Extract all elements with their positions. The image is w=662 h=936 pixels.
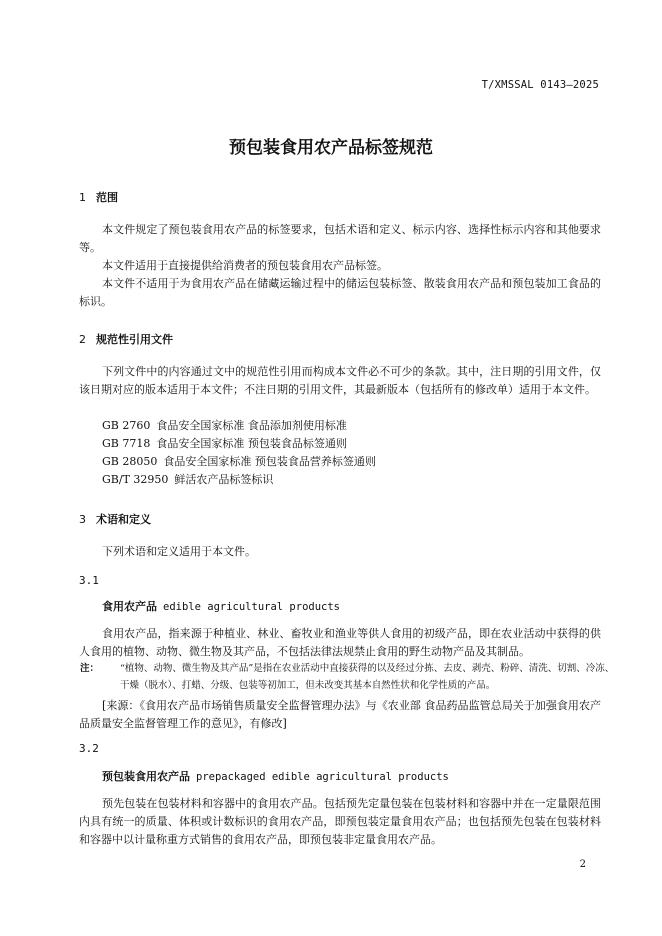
reference-code: GB 2760 xyxy=(102,419,151,432)
reference-code: GB 7718 xyxy=(102,437,151,450)
section-number: 3 xyxy=(79,513,86,526)
clause-number: 3.2 xyxy=(79,742,99,755)
section-number: 1 xyxy=(79,191,86,204)
paragraph: 本文件不适用于为食用农产品在储藏运输过程中的储运包装标签、散装食用农产品和预包装加工食品的标识。 xyxy=(79,277,601,308)
reference-title: 食品安全国家标准 预包装食品标签通则 xyxy=(156,437,347,450)
note-label: 注： xyxy=(80,663,100,674)
paragraph: 下列术语和定义适用于本文件。 xyxy=(102,545,256,558)
section-3-heading xyxy=(79,511,151,527)
section-title: 规范性引用文件 xyxy=(96,333,173,346)
reference-code: GB/T 32950 xyxy=(102,473,169,486)
term-definition: 预先包装在包装材料和容器中的食用农产品。包括预先定量包装在包装材料和容器中并在一定量限范围内具有统一的质量、体积或计数标识的食用农产品，即预包装定量食用农产品；也包括预先包装在包装材料和容器中以计量称重方式销售的食用农产品，即预包装非定量食用农产品。 xyxy=(79,797,601,846)
term-heading xyxy=(102,768,449,784)
clause-number: 3.1 xyxy=(79,574,99,587)
paragraph: 本文件适用于直接提供给消费者的预包装食用农产品标签。 xyxy=(102,259,388,272)
reference-item xyxy=(102,417,347,435)
reference-title: 食品安全国家标准 预包装食品营养标签通则 xyxy=(163,455,376,468)
term-english: prepackaged edible agricultural products xyxy=(196,771,449,783)
section-title: 范围 xyxy=(96,191,118,204)
reference-title: 食品安全国家标准 食品添加剂使用标准 xyxy=(156,419,347,432)
term-english: edible agricultural products xyxy=(163,601,341,613)
term-source: [来源：《食用农产品市场销售质量安全监督管理办法》与《农业部 食品药品监管总局关于加强食用农产品质量安全监督管理工作的意见》，有修改] xyxy=(79,699,601,730)
note-text: “植物、动物、微生物及其产品”是指在农业活动中直接获得的以及经过分拣、去皮、剥壳、粉碎、清洗、切割、冷冻、干燥（脱水）、打蜡、分级、包装等初加工，但未改变其基本自然性状和化学性质的产品。 xyxy=(120,663,615,691)
reference-title: 鲜活农产品标签标识 xyxy=(174,473,274,486)
section-2-heading xyxy=(79,331,173,347)
term-note xyxy=(80,660,620,694)
section-number: 2 xyxy=(79,333,86,346)
reference-item xyxy=(102,471,273,489)
term-definition: 食用农产品，指来源于种植业、林业、畜牧业和渔业等供人食用的初级产品，即在农业活动中获得的供人食用的植物、动物、微生物及其产品，不包括法律法规禁止食用的野生动物产品及其制品。 xyxy=(79,627,601,658)
paragraph: 下列文件中的内容通过文中的规范性引用而构成本文件必不可少的条款。其中，注日期的引用文件，仅该日期对应的版本适用于本文件；不注日期的引用文件，其最新版本（包括所有的修改单）适用于本文件。 xyxy=(79,365,601,396)
reference-item xyxy=(102,453,376,471)
term-chinese: 食用农产品 xyxy=(102,600,157,613)
standard-code: T/XMSSAL 0143—2025 xyxy=(481,79,599,91)
section-1-heading xyxy=(79,189,118,205)
reference-item xyxy=(102,435,347,453)
term-heading xyxy=(102,598,340,614)
document-title: 预包装食用农产品标签规范 xyxy=(229,138,433,158)
page-number: 2 xyxy=(579,859,586,870)
term-chinese: 预包装食用农产品 xyxy=(102,770,190,783)
paragraph: 本文件规定了预包装食用农产品的标签要求，包括术语和定义、标示内容、选择性标示内容和其他要求等。 xyxy=(79,223,601,254)
reference-code: GB 28050 xyxy=(102,455,158,468)
section-title: 术语和定义 xyxy=(96,513,151,526)
